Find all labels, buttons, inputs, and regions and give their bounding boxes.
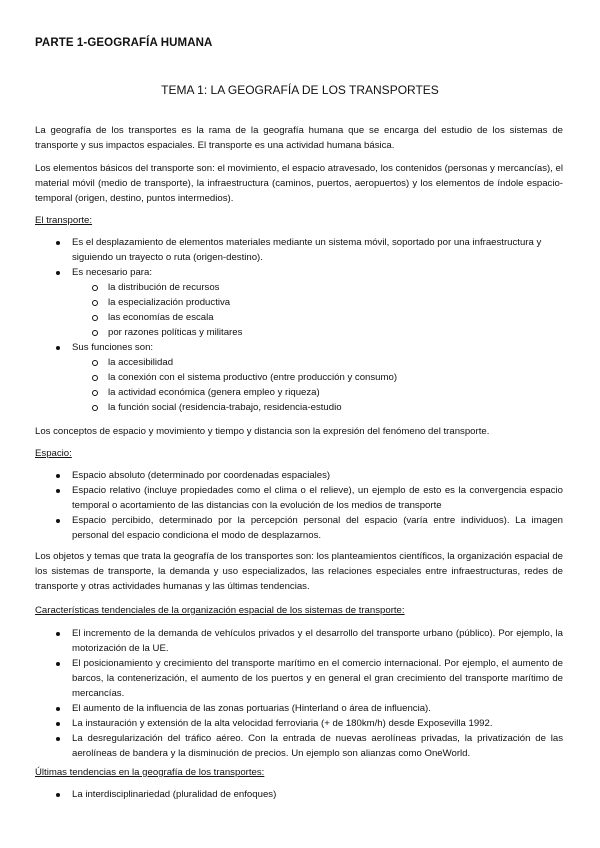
list-item: Es necesario para: xyxy=(35,265,563,280)
list-item: Espacio absoluto (determinado por coordenadas espaciales) xyxy=(35,468,563,483)
list-item: Espacio percibido, determinado por la percepción personal del espacio (varía entre individuos). La imagen personal del espacio condiciona el modo de desplazarnos. xyxy=(35,513,563,543)
intro-paragraph-2: Los elementos básicos del transporte son: el movimiento, el espacio atravesado, los contenidos (personas y mercancías), el material móvil (medio de transporte), la infraestructura (caminos, puertos, aeropuertos) y los elementos de índole espacio-temporal (origen, destino, puntos intermedios). xyxy=(35,163,563,204)
list-item: la actividad económica (genera empleo y riqueza) xyxy=(35,385,563,400)
topic-title: TEMA 1: LA GEOGRAFÍA DE LOS TRANSPORTES xyxy=(161,83,439,97)
transport-list xyxy=(35,235,563,415)
transport-closing: Los conceptos de espacio y movimiento y tiempo y distancia son la expresión del fenómeno del transporte. xyxy=(35,426,490,437)
list-item: las economías de escala xyxy=(35,310,563,325)
list-item: Espacio relativo (incluye propiedades como el clima o el relieve), un ejemplo de esto es la convergencia espacio temporal o acortamiento de las distancias con la evolución de los medios de transporte xyxy=(35,483,563,513)
list-item: El posicionamiento y crecimiento del transporte marítimo en el comercio internacional. Por ejemplo, el aumento de barcos, la contenerización, el aumento de los puertos y en general el gran crecimiento del transporte marítimo de mercancías. xyxy=(35,656,563,701)
latest-list xyxy=(35,787,563,802)
trends-heading: Características tendenciales de la organización espacial de los sistemas de transporte: xyxy=(35,605,405,616)
latest-heading: Últimas tendencias en la geografía de los transportes: xyxy=(35,767,265,778)
intro-paragraph-1: La geografía de los transportes es la rama de la geografía humana que se encarga del estudio de los sistemas de transporte y sus impactos espaciales. El transporte es una actividad humana básica. xyxy=(35,125,563,151)
list-item: la accesibilidad xyxy=(35,355,563,370)
space-heading: Espacio: xyxy=(35,448,72,459)
list-item: la distribución de recursos xyxy=(35,280,563,295)
list-item: la especialización productiva xyxy=(35,295,563,310)
list-item: La interdisciplinariedad (pluralidad de enfoques) xyxy=(35,787,563,802)
list-item: La desregularización del tráfico aéreo. Con la entrada de nuevas aerolíneas privadas, la privatización de las aerolíneas de bandera y la disminución de precios. Un ejemplo son alianzas como OneWorld. xyxy=(35,731,563,761)
list-item: por razones políticas y militares xyxy=(35,325,563,340)
list-item: Sus funciones son: xyxy=(35,340,563,355)
space-list xyxy=(35,468,563,543)
list-item: Es el desplazamiento de elementos materiales mediante un sistema móvil, soportado por una infraestructura y siguiendo un trayecto o ruta (origen-destino). xyxy=(35,235,563,265)
transport-heading: El transporte: xyxy=(35,215,93,226)
list-item: El aumento de la influencia de las zonas portuarias (Hinterland o área de influencia). xyxy=(35,701,563,716)
list-item: La instauración y extensión de la alta velocidad ferroviaria (+ de 180km/h) desde Exposevilla 1992. xyxy=(35,716,563,731)
part-title: PARTE 1-GEOGRAFÍA HUMANA xyxy=(35,37,213,49)
list-item: la función social (residencia-trabajo, residencia-estudio xyxy=(35,400,563,415)
space-closing: Los objetos y temas que trata la geografía de los transportes son: los planteamientos científicos, la organización espacial de los sistemas de transporte, la demanda y uso especializados, las relaciones especiales entre infraestructuras, redes de transporte y otras actividades humanas y las últimas tendencias. xyxy=(35,551,563,592)
trends-list xyxy=(35,626,563,761)
list-item: El incremento de la demanda de vehículos privados y el desarrollo del transporte urbano (público). Por ejemplo, la motorización de la UE. xyxy=(35,626,563,656)
list-item: la conexión con el sistema productivo (entre producción y consumo) xyxy=(35,370,563,385)
